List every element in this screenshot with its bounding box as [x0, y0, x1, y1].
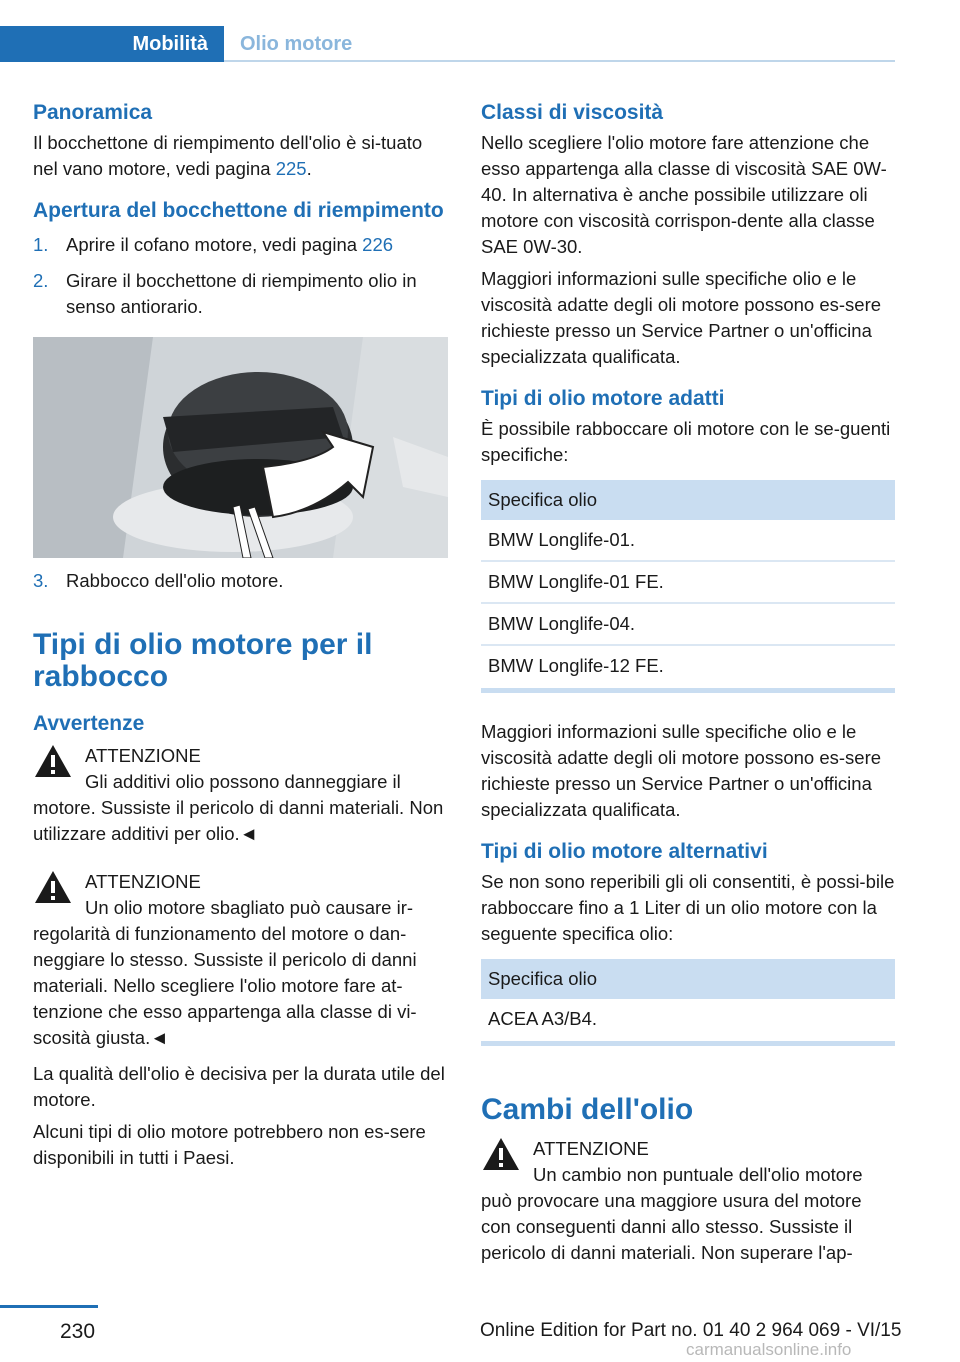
header-divider — [224, 60, 895, 62]
main-heading: Tipi di olio motore per il rabbocco — [33, 628, 373, 693]
overview-end: . — [306, 158, 312, 179]
viscosity-heading: Classi di viscosità — [481, 101, 664, 124]
warning-1-label: ATTENZIONE — [85, 745, 201, 766]
warning-3-label: ATTENZIONE — [533, 1138, 649, 1159]
table-header: Specifica olio — [481, 480, 895, 520]
warning-2-label: ATTENZIONE — [85, 871, 201, 892]
suitable-heading: Tipi di olio motore adatti — [481, 387, 725, 410]
table-row: BMW Longlife-01. — [481, 520, 895, 561]
overview-text: Il bocchettone di riempimento dell'olio è si-tuato nel vano motore, vedi pagina — [33, 132, 423, 179]
warning-3-text — [481, 1162, 895, 1266]
overview-heading: Panoramica — [33, 101, 153, 124]
step-1 — [33, 232, 448, 258]
table-end-bar — [481, 1041, 895, 1046]
page-link-226[interactable]: 226 — [362, 234, 394, 255]
table-row: BMW Longlife-04. — [481, 603, 895, 645]
step-text: Rabbocco dell'olio motore. — [66, 570, 284, 591]
left-column — [33, 100, 448, 1171]
right-column — [481, 100, 895, 1266]
overview-paragraph — [33, 130, 448, 182]
warning-3-body: Un cambio non puntuale dell'olio motore può provocare una maggiore usura del motore con conseguenti danni allo stesso. Sussiste il pericolo di danni materiali. Non superare l'ap- — [481, 1164, 863, 1263]
oil-spec-table — [481, 480, 895, 686]
step-number: 1. — [33, 234, 49, 255]
chapter-tab[interactable]: Olio motore — [240, 33, 353, 55]
table-row: ACEA A3/B4. — [488, 1008, 598, 1029]
footer-rule — [0, 1305, 98, 1308]
steps-list — [33, 232, 448, 320]
warning-triangle-icon — [33, 869, 73, 905]
suitable-paragraph: È possibile rabboccare oli motore con le se-guenti specifiche: — [481, 418, 891, 465]
step-3 — [33, 568, 448, 594]
step-text: Aprire il cofano motore, vedi pagina — [66, 234, 363, 255]
page-link-225[interactable]: 225 — [275, 158, 307, 179]
step-2 — [33, 268, 448, 320]
quality-paragraph: La qualità dell'olio è decisiva per la durata utile del motore. — [33, 1063, 445, 1110]
warning-3 — [481, 1136, 895, 1266]
oil-change-heading: Cambi dell'olio — [481, 1093, 694, 1126]
warning-2 — [33, 869, 448, 1051]
suitable-info-paragraph: Maggiori informazioni sulle specifiche olio e le viscosità adatte degli oli motore possono es-sere richieste presso un Service Partner o un'officina specializzata qualificata. — [481, 721, 882, 820]
viscosity-info-paragraph: Maggiori informazioni sulle specifiche olio e le viscosità adatte degli oli motore possono es-sere richieste presso un Service Partner o un'officina specializzata qualificata. — [481, 268, 882, 367]
section-tab[interactable] — [0, 26, 224, 62]
viscosity-paragraph: Nello scegliere l'olio motore fare attenzione che esso appartenga alla classe di viscosità SAE 0W-40. In alternativa è anche possibile utilizzare oli motore con viscosità corrispon-dente alla classe SAE 0W-30. — [481, 132, 887, 257]
table-header: Specifica olio — [481, 959, 895, 999]
warning-1-text — [33, 769, 448, 847]
warning-2-text — [33, 895, 448, 1051]
table-row: BMW Longlife-12 FE. — [488, 655, 664, 676]
section-tab-label: Mobilità — [132, 33, 208, 55]
warning-triangle-icon — [33, 743, 73, 779]
availability-paragraph: Alcuni tipi di olio motore potrebbero non es-sere disponibili in tutti i Paesi. — [33, 1121, 426, 1168]
notes-heading: Avvertenze — [33, 712, 145, 735]
step-text: Girare il bocchettone di riempimento olio in senso antiorario. — [66, 270, 417, 317]
alternative-paragraph: Se non sono reperibili gli oli consentiti, è possi-bile rabboccare fino a 1 Liter di un olio motore con la seguente specifica olio: — [481, 871, 895, 944]
warning-triangle-icon — [481, 1136, 521, 1172]
page-number: 230 — [60, 1320, 96, 1343]
warning-1 — [33, 743, 448, 847]
edition-note: Online Edition for Part no. 01 40 2 964 069 - VI/15 — [480, 1320, 902, 1341]
warning-1-body: Gli additivi olio possono danneggiare il motore. Sussiste il pericolo di danni materiali. Non utilizzare additivi per olio.◄ — [33, 771, 444, 844]
opening-heading: Apertura del bocchettone di riempimento — [33, 199, 444, 222]
step-number: 2. — [33, 270, 49, 291]
oil-cap-photo — [33, 337, 448, 558]
warning-2-body: Un olio motore sbagliato può causare ir-regolarità di funzionamento del motore o dan-neggiare lo stesso. Sussiste il pericolo di danni materiali. Nello scegliere l'olio motore fare at-tenzione che esso appartenga alla classe di vi-scosità giusta.◄ — [33, 897, 417, 1048]
step-number: 3. — [33, 570, 49, 591]
watermark: carmanualsonline.info — [686, 1340, 852, 1359]
steps-list-continued — [33, 568, 448, 594]
page-header — [0, 26, 895, 62]
alt-spec-table — [481, 959, 895, 1039]
table-end-bar — [481, 688, 895, 693]
alternative-heading: Tipi di olio motore alternativi — [481, 840, 768, 863]
table-row: BMW Longlife-01 FE. — [481, 561, 895, 603]
